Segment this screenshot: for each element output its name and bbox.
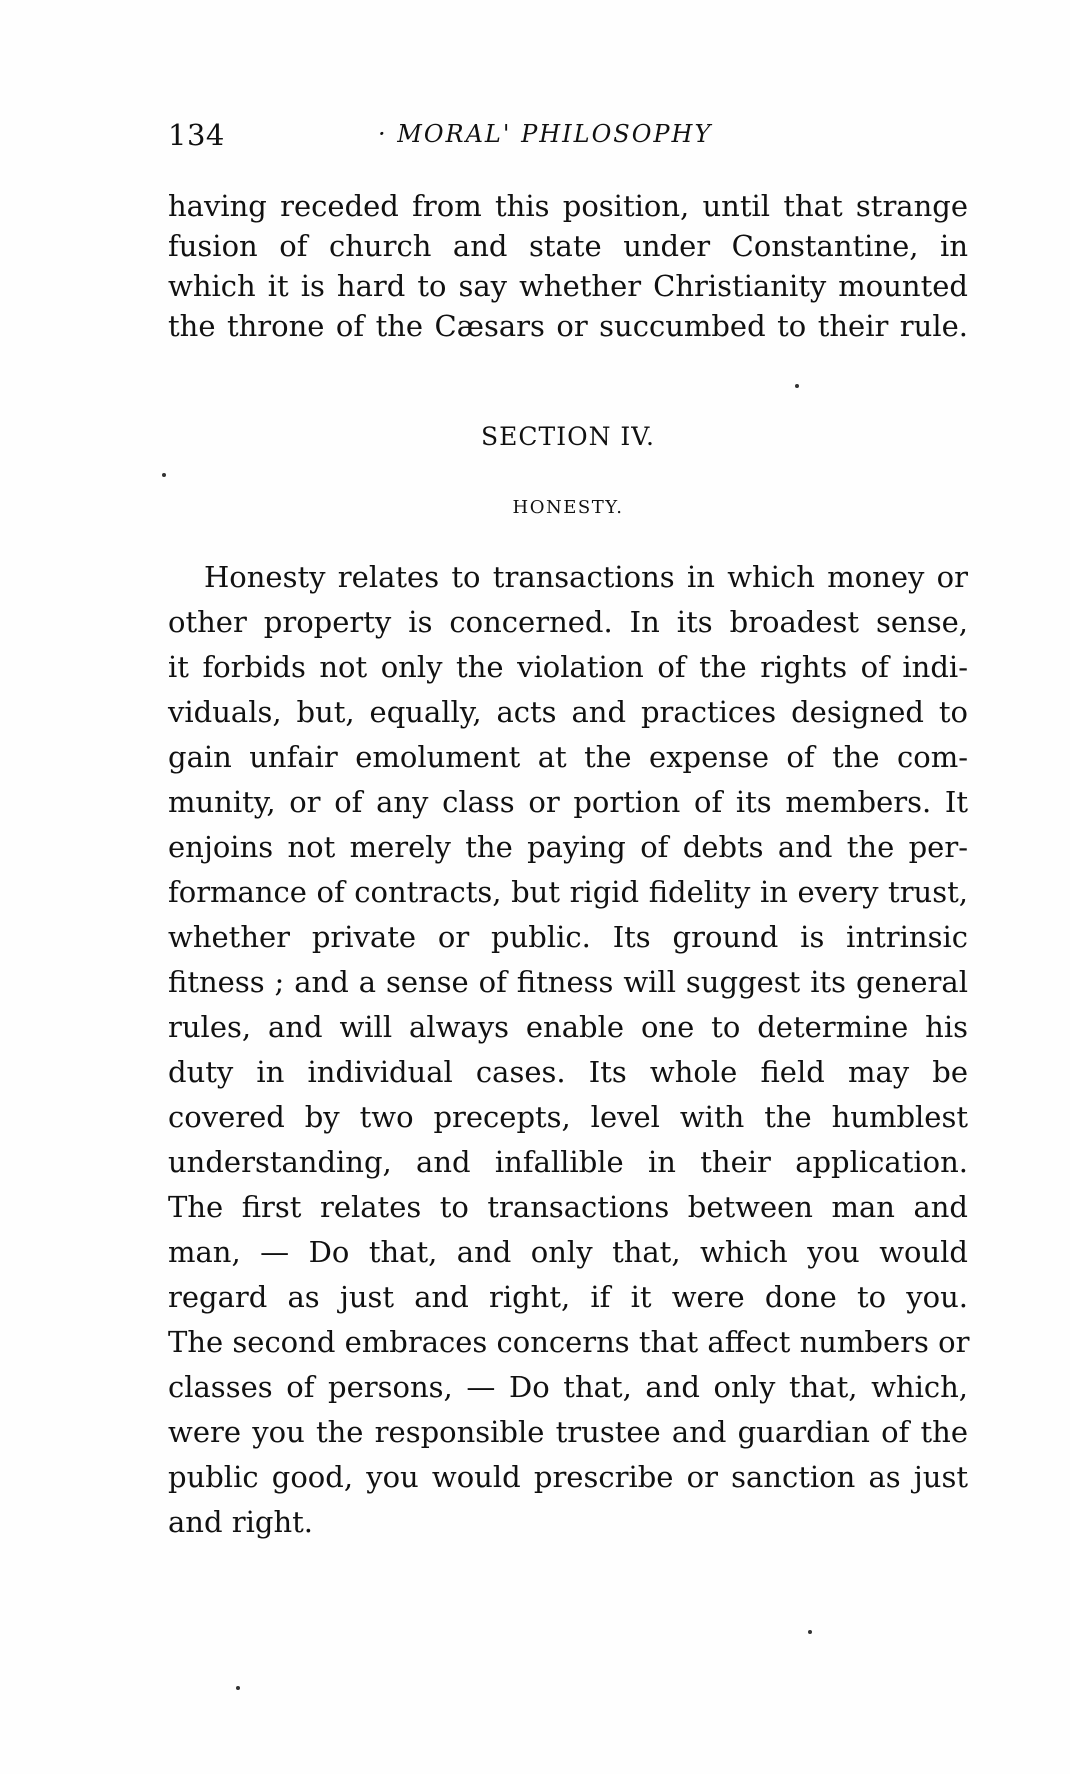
scan-speck — [808, 1630, 812, 1634]
carryover-line: fusion of church and state under Constantine, in — [168, 229, 968, 263]
scan-speck — [795, 384, 799, 388]
body-line: The first relates to transactions between man and — [168, 1190, 968, 1224]
body-line: it forbids not only the violation of the rights of indi- — [168, 650, 968, 684]
body-line: classes of persons, — Do that, and only that, which, — [168, 1370, 968, 1404]
section-subtitle: HONESTY. — [512, 497, 624, 518]
body-line: fitness ; and a sense of fitness will suggest its general — [168, 965, 968, 999]
body-line: other property is concerned. In its broadest sense, — [168, 605, 968, 639]
body-line: covered by two precepts, level with the humblest — [168, 1100, 968, 1134]
body-line: were you the responsible trustee and guardian of the — [168, 1415, 968, 1449]
carryover-line: the throne of the Cæsars or succumbed to their rule. — [168, 309, 968, 343]
body-line: public good, you would prescribe or sanction as just — [168, 1460, 968, 1494]
body-line: whether private or public. Its ground is intrinsic — [168, 920, 968, 954]
body-line: viduals, but, equally, acts and practices designed to — [168, 695, 968, 729]
body-line: regard as just and right, if it were done to you. — [168, 1280, 968, 1314]
scan-speck — [236, 1686, 240, 1690]
body-line: man, — Do that, and only that, which you would — [168, 1235, 968, 1269]
scan-speck — [162, 473, 166, 477]
body-line: enjoins not merely the paying of debts and the per- — [168, 830, 968, 864]
body-line: formance of contracts, but rigid fidelity in every trust, — [168, 875, 968, 909]
carryover-line: having receded from this position, until that strange — [168, 189, 968, 223]
running-head — [168, 118, 968, 158]
page-number: 134 — [168, 118, 225, 152]
body-line: rules, and will always enable one to determine his — [168, 1010, 968, 1044]
carryover-line: which it is hard to say whether Christianity mounted — [168, 269, 968, 303]
body-line: duty in individual cases. Its whole field may be — [168, 1055, 968, 1089]
section-title: SECTION IV. — [481, 422, 655, 451]
body-line: understanding, and infallible in their application. — [168, 1145, 968, 1179]
body-line: munity, or of any class or portion of its members. It — [168, 785, 968, 819]
body-line: gain unfair emolument at the expense of the com- — [168, 740, 968, 774]
body-line: The second embraces concerns that affect numbers or — [168, 1325, 970, 1359]
running-title: · MORAL' PHILOSOPHY — [378, 120, 713, 148]
body-line: Honesty relates to transactions in which money or — [204, 560, 968, 594]
body-line: and right. — [168, 1505, 313, 1539]
